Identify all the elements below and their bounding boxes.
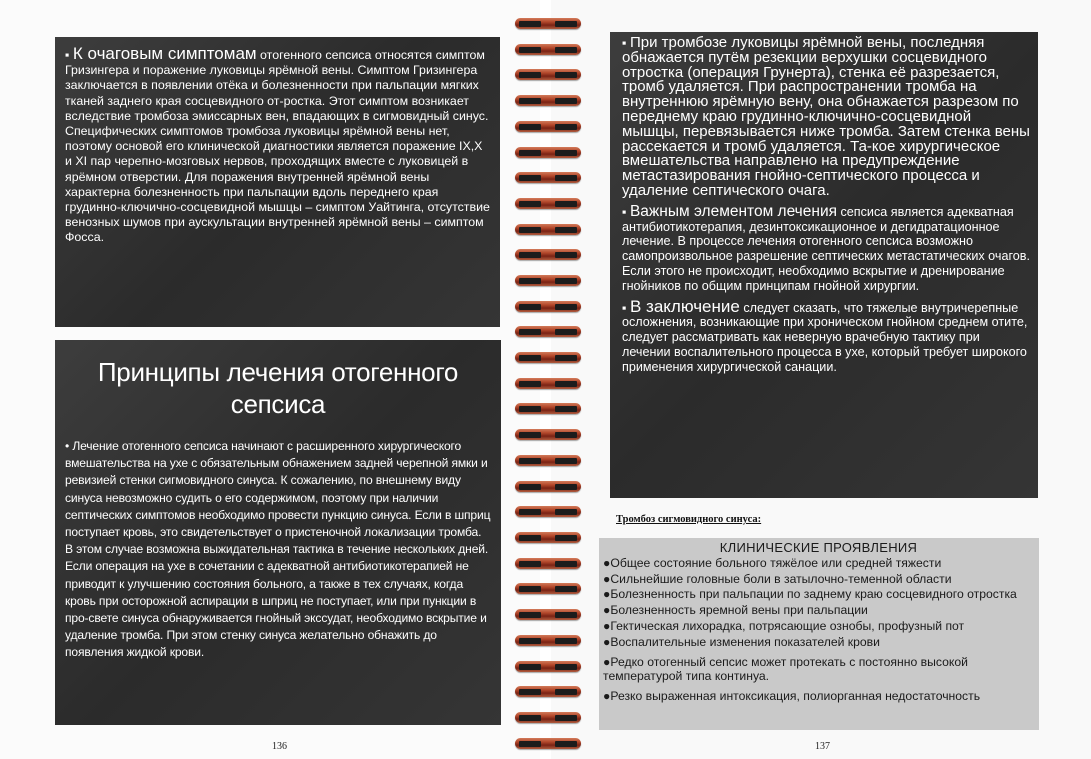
binding-ring: [515, 198, 581, 209]
paragraph-treatment-element: [622, 202, 1030, 294]
binding-ring: [515, 249, 581, 260]
paragraph-conclusion: [622, 296, 1030, 375]
bullet-icon: ▪: [622, 204, 627, 219]
focal-symptoms-block: [55, 37, 500, 327]
binding-ring: [515, 712, 581, 723]
page-number-right: 137: [815, 741, 830, 752]
treatment-element-text: сепсиса является адекватная антибиотикотерапия, дезинтоксикационное и дегидратационное лечение. В процессе лечения отогенного сепсиса возможно самопроизвольное разрешение септических метастатических очагов. Если этого не происходит, необходимо вскрытие и дренирование гнойников по общим принципам гнойной хирургии.: [622, 204, 1030, 293]
binding-ring: [515, 403, 581, 414]
clinical-item: ●Гектическая лихорадка, потрясающие ознобы, профузный пот: [603, 618, 965, 633]
binding-ring: [515, 635, 581, 646]
focal-symptoms-text: отогенного сепсиса относятся симптом Гризингера и поражение луковицы ярёмной вены. Симптом Гризингера заключается в появлении отёка и болезненности при пальпации мягких тканей заднего края сосцевидного от-ростка. Этот симптом возникает вследствие тромбоза эмиссарных вен, впадающих в сигмовидный синус. Специфических симптомов тромбоза луковицы ярёмной вены нет, поэтому основой его клинической диагностики является поражение IX,X и XI пар черепно-мозговых нервов, проходящих вместе с луковицей в ярёмном отверстии. Для поражения внутренней ярёмной вены характерна болезненность при пальпации вдоль переднего края грудинно-ключично-сосцевидной мышцы – симптом Уайтинга, отсутствие венозных шумов при аускультации внутренней ярёмной вены – симптом Фосса.: [65, 48, 490, 245]
clinical-item: ●Общее состояние больного тяжёлое или средней тяжести: [603, 555, 942, 570]
clinical-manifestations-box: [599, 538, 1039, 730]
treatment-principles-block: [55, 340, 501, 725]
treatment-title-line2: сепсиса: [230, 389, 326, 419]
binding-ring: [515, 352, 581, 363]
bullet-icon: ▪: [622, 36, 627, 50]
spiral-binding: [505, 0, 585, 759]
clinical-item: ●Воспалительные изменения показателей крови: [603, 634, 880, 649]
binding-ring: [515, 583, 581, 594]
jugular-bulb-text: При тромбозе луковицы ярёмной вены, последняя обнажается путём резекции верхушки сосцевидного отростка (операция Грунерта), стенка её разрезается, тромб удаляется. При распространении тромба на внутреннюю ярёмную вену, она обнажается разрезом по переднему краю грудинно-ключично-сосцевидной мышцы, перевязывается ниже тромба. Затем стенка вены рассекается и тромб удаляется. Та-кое хирургическое вмешательства направлено на предупреждение метастазирования гнойно-септического процесса и удаление септического очага.: [622, 34, 1030, 199]
binding-ring: [515, 172, 581, 183]
binding-ring: [515, 95, 581, 106]
treatment-title: [65, 356, 491, 420]
treatment-text-wrap: [65, 438, 491, 662]
surgery-block: [610, 32, 1038, 498]
binding-ring: [515, 69, 581, 80]
bullet-icon: ▪: [622, 300, 627, 315]
clinical-item: ●Болезненность яремной вены при пальпации: [603, 603, 868, 618]
binding-ring: [515, 121, 581, 132]
clinical-item: ●Сильнейшие головные боли в затылочно-теменной области: [603, 571, 952, 586]
binding-ring: [515, 738, 581, 749]
conclusion-text: следует сказать, что тяжелые внутричерепные осложнения, возникающие при хроническом гнойном среднем отите, следует рассматривать как неверную врачебную тактику при лечении воспалительного процесса в ухе, который требует широкого применения хирургической санации.: [622, 300, 1028, 374]
binding-ring: [515, 532, 581, 543]
treatment-text: Лечение отогенного сепсиса начинают с расширенного хирургического вмешательства на ухе с обязательным обнажением задней черепной ямки и ревизией стенки сигмовидного синуса. К сожалению, по внешнему виду синуса невозможно судить о его содержимом, поэтому при наличии септических симптомов необходимо провести пункцию синуса. Если в шприц поступает кровь, это свидетельствует о пристеночной локализации тромба. В этом случае возможна выжидательная тактика в течение нескольких дней. Если операция на ухе в сочетании с адекватной антибиотикотерапией не приводит к улучшению состояния больного, а также в тех случаях, когда кровь при осторожной аспирации в шприц не поступает, или при пункции в про-свете синуса обнаруживается гнойный экссудат, необходимо вскрытие и удаление тромба. При этом стенку синуса желательно обнажить до появления жидкой крови.: [65, 439, 491, 660]
binding-ring: [515, 429, 581, 440]
binding-ring: [515, 455, 581, 466]
binding-ring: [515, 18, 581, 29]
clinical-item: ●Резко выраженная интоксикация, полиорганная недостаточность: [603, 689, 981, 704]
binding-ring: [515, 686, 581, 697]
binding-ring: [515, 301, 581, 312]
binding-ring: [515, 378, 581, 389]
treatment-element-lead: Важным элементом лечения: [629, 202, 837, 220]
binding-ring: [515, 506, 581, 517]
binding-ring: [515, 661, 581, 672]
binding-ring: [515, 481, 581, 492]
binding-ring: [515, 147, 581, 158]
page-number-left: 136: [272, 741, 287, 752]
binding-ring: [515, 609, 581, 620]
clinical-title: КЛИНИЧЕСКИЕ ПРОЯВЛЕНИЯ: [719, 540, 918, 555]
binding-ring: [515, 326, 581, 337]
clinical-item: ●Редко отогенный сепсис может протекать с постоянно высокой температурой типа континуа.: [603, 654, 968, 684]
treatment-title-line1: Принципы лечения отогенного: [97, 357, 459, 387]
conclusion-lead: В заключение: [629, 296, 740, 316]
binding-ring: [515, 224, 581, 235]
paragraph-jugular-bulb: [622, 36, 1030, 199]
bullet-icon: ▪: [65, 48, 70, 62]
sigmoid-sinus-heading: Тромбоз сигмовидного синуса:: [616, 514, 762, 525]
clinical-item: ●Болезненность при пальпации по заднему краю сосцевидного отростка: [603, 587, 1017, 602]
binding-ring: [515, 275, 581, 286]
bullet-icon: •: [65, 439, 70, 453]
focal-symptoms-lead: К очаговым симптомам: [72, 44, 257, 63]
binding-ring: [515, 44, 581, 55]
binding-ring: [515, 558, 581, 569]
